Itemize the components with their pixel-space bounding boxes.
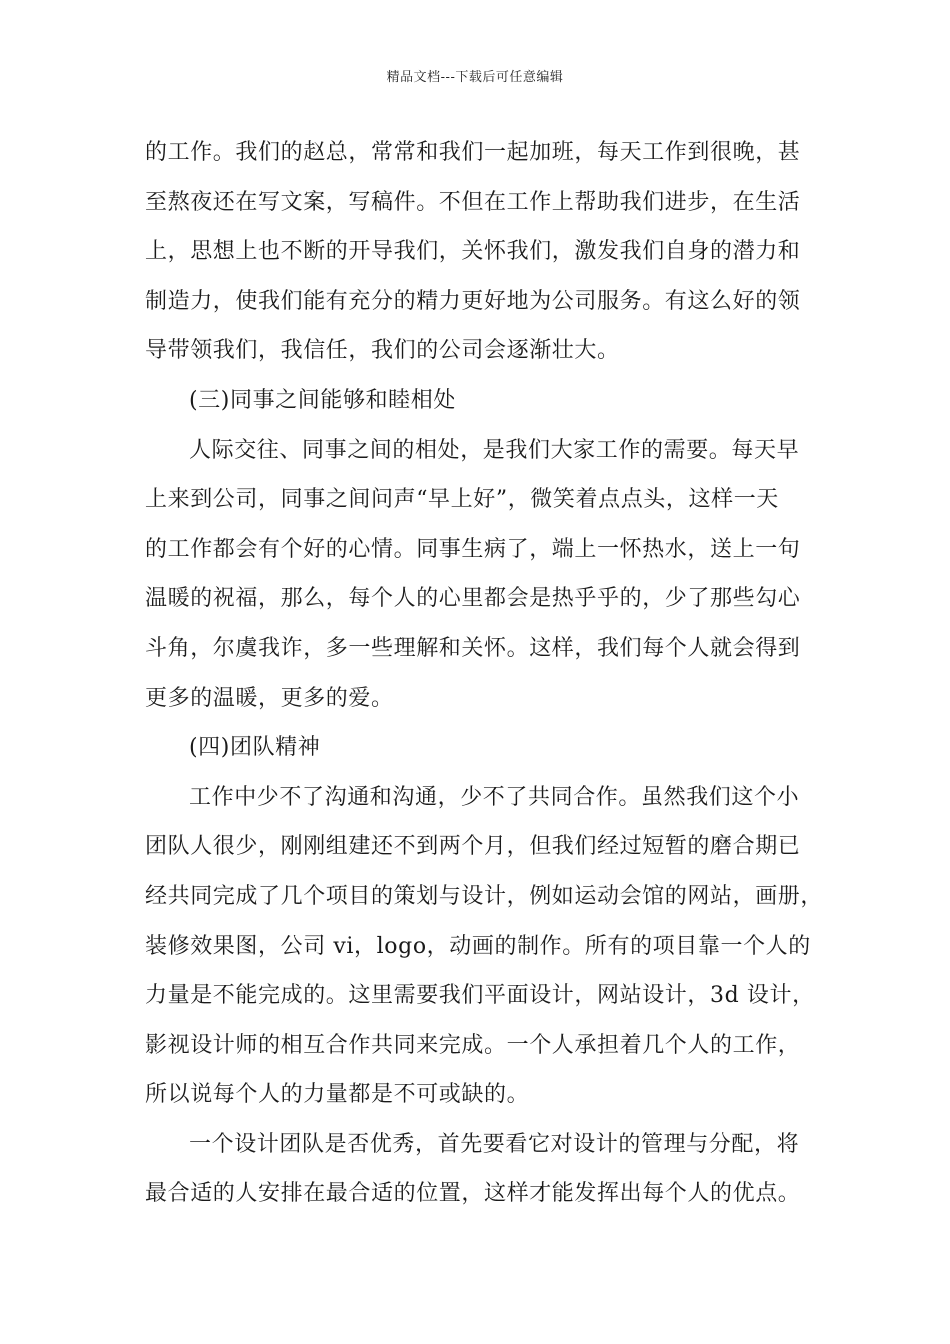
paragraph-line: 至熬夜还在写文案，写稿件。不但在工作上帮助我们进步，在生活 — [145, 189, 801, 215]
paragraph-line: 制造力，使我们能有充分的精力更好地为公司服务。有这么好的领 — [145, 288, 801, 314]
paragraph-first-line: (三)同事之间能够和睦相处 — [189, 387, 456, 413]
paragraph-line: 上来到公司，同事之间问声“早上好”，微笑着点点头，这样一天 — [145, 487, 779, 513]
paragraph-first-line: (四)团队精神 — [189, 735, 321, 761]
paragraph-line: 上，思想上也不断的开导我们，关怀我们，激发我们自身的潜力和 — [145, 239, 801, 265]
paragraph-first-line: 人际交往、同事之间的相处，是我们大家工作的需要。每天早 — [189, 437, 800, 463]
paragraph-line: 力量是不能完成的。这里需要我们平面设计，网站设计，3d 设计， — [145, 983, 815, 1009]
paragraph-line: 的工作。我们的赵总，常常和我们一起加班，每天工作到很晚，甚 — [145, 140, 801, 165]
paragraph-line: 的工作都会有个好的心情。同事生病了，端上一怀热水，送上一句 — [145, 536, 801, 562]
paragraph-line: 影视设计师的相互合作共同来完成。一个人承担着几个人的工作， — [145, 1032, 801, 1058]
paragraph-line: 最合适的人安排在最合适的位置，这样才能发挥出每个人的优点。 — [145, 1181, 801, 1207]
paragraph-line: 斗角，尔虞我诈，多一些理解和关怀。这样，我们每个人就会得到 — [145, 635, 801, 661]
paragraph-line: 经共同完成了几个项目的策划与设计，例如运动会馆的网站，画册， — [145, 883, 824, 909]
paragraph-line: 团队人很少，刚刚组建还不到两个月，但我们经过短暂的磨合期已 — [145, 834, 801, 860]
paragraph-line: 所以说每个人的力量都是不可或缺的。 — [145, 1082, 530, 1108]
paragraph-line: 更多的温暖，更多的爱。 — [145, 685, 394, 711]
paragraph-line: 装修效果图，公司 vi，logo，动画的制作。所有的项目靠一个人的 — [145, 933, 811, 959]
paragraph-first-line: 一个设计团队是否优秀，首先要看它对设计的管理与分配，将 — [189, 1131, 800, 1157]
document-body — [145, 128, 825, 1219]
paragraph-first-line: 工作中少不了沟通和沟通，少不了共同合作。虽然我们这个小 — [189, 784, 800, 810]
paragraph-line: 导带领我们，我信任，我们的公司会逐渐壮大。 — [145, 338, 620, 364]
paragraph-line: 温暖的祝福，那么，每个人的心里都会是热乎乎的，少了那些勾心 — [145, 586, 801, 612]
page-header: 精品文档---下载后可任意编辑 — [386, 70, 564, 85]
